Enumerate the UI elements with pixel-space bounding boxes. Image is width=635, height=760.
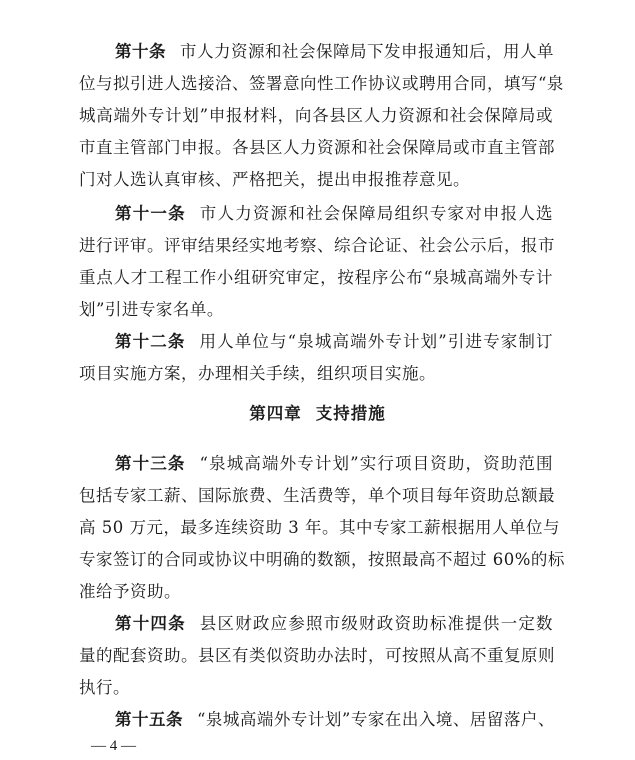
text-line: 项目实施方案，办理相关手续，组织项目实施。	[79, 364, 436, 383]
article-13-line-4	[79, 544, 565, 576]
text-line: 量的配套资助。县区有类似资助办法时，可按照从高不重复原则	[79, 646, 555, 665]
article-15-label: 第十五条	[115, 710, 183, 729]
article-13-line-1	[115, 448, 553, 480]
article-14-line-2	[79, 640, 553, 672]
article-14-label: 第十四条	[115, 614, 186, 633]
text-line: 城高端外专计划”申报材料，向各县区人力资源和社会保障局或	[79, 106, 553, 125]
text-line: 市人力资源和社会保障局下发申报通知后，用人单	[180, 42, 554, 61]
article-15-line-1	[115, 704, 553, 736]
article-12-line-2	[79, 358, 553, 390]
article-12-label: 第十二条	[115, 332, 186, 351]
page-number: — 4 —	[91, 738, 136, 754]
text-line: 准给予资助。	[79, 582, 181, 601]
article-10-label: 第十条	[115, 42, 166, 61]
text-line: 进行评审。评审结果经实地考察、综合论证、社会公示后，报市	[79, 236, 555, 255]
article-10-line-2	[79, 68, 564, 100]
text-line: “泉城高端外专计划”专家在出入境、居留落户、	[197, 710, 555, 729]
text-line: 县区财政应参照市级财政资助标准提供一定数	[199, 614, 554, 633]
article-10-line-1	[115, 36, 553, 68]
article-11-line-1	[115, 198, 553, 230]
article-13-line-5	[79, 576, 553, 608]
text-line: 重点人才工程工作小组研究审定，按程序公布“泉城高端外专计	[79, 268, 553, 287]
text-line: 高 50 万元，最多连续资助 3 年。其中专家工薪根据用人单位与	[79, 518, 560, 537]
article-13-line-3	[79, 512, 560, 544]
text-line: 划”引进专家名单。	[79, 300, 224, 319]
article-11-line-2	[79, 230, 553, 262]
text-line: 专家签订的合同或协议中明确的数额，按照最高不超过 60%的标	[79, 550, 565, 569]
article-11-label: 第十一条	[115, 204, 186, 223]
text-line: 用人单位与“泉城高端外专计划”引进专家制订	[199, 332, 554, 351]
article-13-label: 第十三条	[115, 454, 186, 473]
text-line: 市人力资源和社会保障局组织专家对申报人选	[199, 204, 554, 223]
text-line: 包括专家工薪、国际旅费、生活费等，单个项目每年资助总额最	[79, 486, 555, 505]
article-14-line-3	[79, 672, 553, 704]
text-line: 门对人选认真审核、严格把关，提出申报推荐意见。	[79, 170, 470, 189]
text-line: 执行。	[79, 678, 130, 697]
article-11-line-3	[79, 262, 553, 294]
article-10-line-3	[79, 100, 553, 132]
chapter-title: 支持措施	[315, 404, 386, 423]
text-line: 位与拟引进人选接洽、签署意向性工作协议或聘用合同，填写“泉	[79, 74, 564, 93]
article-12-line-1	[115, 326, 553, 358]
article-10-line-5	[79, 164, 553, 196]
article-13-line-2	[79, 480, 553, 512]
article-10-line-4	[79, 132, 553, 164]
article-11-line-4	[79, 294, 553, 326]
chapter-number: 第四章	[249, 404, 302, 423]
text-line: “泉城高端外专计划”实行项目资助，资助范围	[199, 454, 554, 473]
chapter-heading	[0, 398, 635, 430]
text-line: 市直主管部门申报。各县区人力资源和社会保障局或市直主管部	[79, 138, 555, 157]
article-14-line-1	[115, 608, 553, 640]
